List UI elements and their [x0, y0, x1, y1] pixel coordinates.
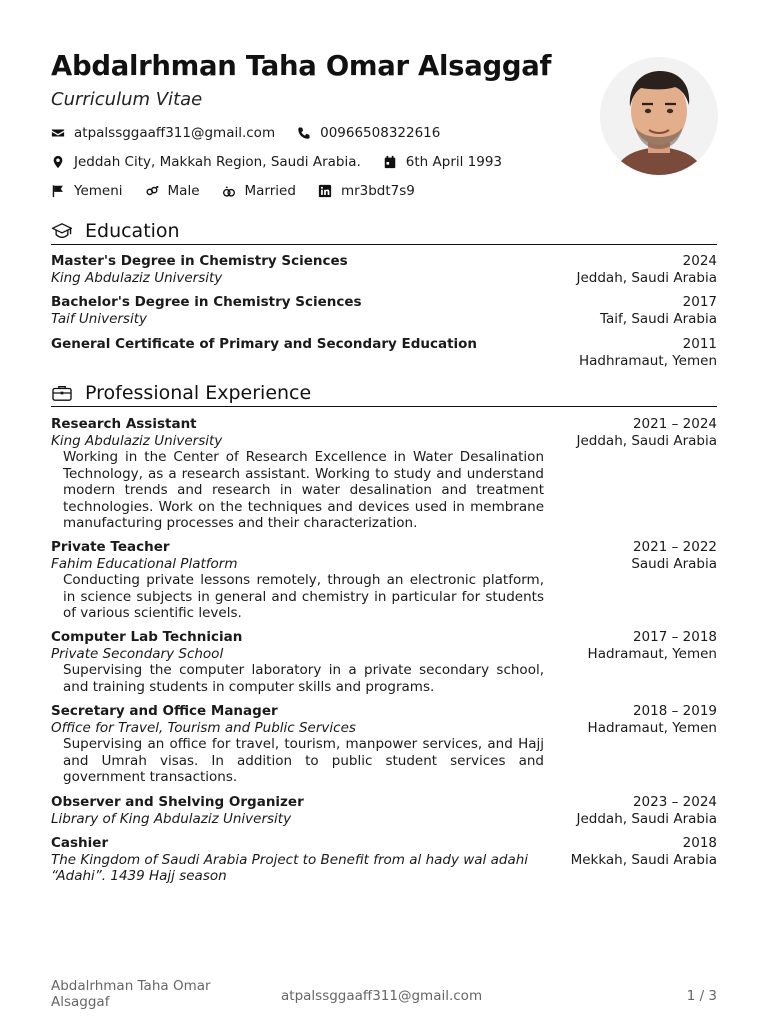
job-role: Observer and Shelving Organizer — [51, 794, 304, 810]
gender-text: Male — [167, 183, 200, 199]
job-location: Hadramaut, Yemen — [587, 719, 717, 736]
birthdate-text: 6th April 1993 — [405, 154, 503, 170]
degree-title: General Certificate of Primary and Secondary Education — [51, 336, 478, 352]
job-role: Cashier — [51, 835, 109, 851]
rings-icon — [222, 184, 236, 198]
contact-email[interactable] — [51, 125, 275, 141]
contact-row-1 — [51, 123, 462, 143]
degree-title: Bachelor's Degree in Chemistry Sciences — [51, 294, 362, 310]
job-org: Library of King Abdulaziz University — [51, 810, 292, 827]
job-description: Working in the Center of Research Excellence in Water Desalination Technology, as a research assistant. Working to study and understand modern trends and research in water desalination and treatment technologies. Work on the techniques and devices used in membrane manufacturing processes and their characterization. — [63, 449, 544, 531]
job-period: 2018 – 2019 — [632, 703, 717, 719]
job-description: Conducting private lessons remotely, through an electronic platform, in science subjects in general and chemistry in particular for students of various scientific levels. — [63, 572, 544, 621]
job-org: The Kingdom of Saudi Arabia Project to Benefit from al hady wal adahi “Adahi”. 1439 Hajj season — [51, 851, 529, 884]
document-subtitle: Curriculum Vitae — [51, 89, 203, 110]
contact-linkedin[interactable] — [318, 183, 415, 199]
experience-entry — [51, 794, 717, 827]
candidate-name: Abdalrhman Taha Omar Alsaggaf — [51, 50, 552, 82]
degree-year: 2011 — [682, 336, 717, 352]
contact-birthdate — [383, 154, 502, 170]
job-period: 2021 – 2024 — [632, 416, 717, 432]
job-location: Jeddah, Saudi Arabia — [576, 432, 717, 449]
map-pin-icon — [51, 155, 65, 169]
footer-name: Abdalrhman Taha Omar Alsaggaf — [51, 978, 211, 1010]
marital-text: Married — [244, 183, 296, 199]
nationality-text: Yemeni — [74, 183, 123, 199]
phone-icon — [297, 126, 311, 140]
linkedin-text: mr3bdt7s9 — [340, 183, 415, 199]
job-role: Research Assistant — [51, 416, 197, 432]
degree-year: 2024 — [682, 253, 717, 269]
cv-page — [51, 0, 717, 1024]
education-entry — [51, 294, 717, 327]
experience-entry — [51, 703, 717, 786]
calendar-icon — [383, 155, 397, 169]
footer-page-number: 1 / 3 — [686, 988, 717, 1004]
contact-phone[interactable] — [297, 125, 440, 141]
job-description: Supervising the computer laboratory in a private secondary school, and training students in computer skills and programs. — [63, 662, 544, 695]
job-location: Mekkah, Saudi Arabia — [570, 851, 717, 868]
job-location: Saudi Arabia — [631, 555, 717, 572]
job-org: King Abdulaziz University — [51, 432, 223, 449]
job-role: Secretary and Office Manager — [51, 703, 278, 719]
job-period: 2023 – 2024 — [632, 794, 717, 810]
envelope-icon — [51, 126, 65, 140]
job-description: Supervising an office for travel, tourism, manpower services, and Hajj and Umrah visas. In addition to public student services and government transactions. — [63, 736, 544, 785]
school-location: Taif, Saudi Arabia — [599, 310, 717, 327]
job-org: Fahim Educational Platform — [51, 555, 238, 572]
job-role: Computer Lab Technician — [51, 629, 243, 645]
experience-entry — [51, 539, 717, 622]
school-location: Hadhramaut, Yemen — [579, 352, 717, 369]
experience-entry — [51, 416, 717, 532]
contact-nationality — [51, 183, 123, 199]
degree-title: Master's Degree in Chemistry Sciences — [51, 253, 348, 269]
graduation-cap-icon — [51, 221, 75, 241]
linkedin-icon — [318, 184, 332, 198]
location-text: Jeddah City, Makkah Region, Saudi Arabia. — [74, 154, 361, 170]
job-period: 2021 – 2022 — [632, 539, 717, 555]
education-section-header — [51, 218, 717, 245]
education-title: Education — [85, 220, 180, 242]
contact-location — [51, 154, 361, 170]
experience-entry — [51, 835, 717, 885]
contact-row-2 — [51, 152, 524, 172]
job-org: Office for Travel, Tourism and Public Services — [51, 719, 356, 736]
school-location: Jeddah, Saudi Arabia — [576, 269, 717, 286]
flag-icon — [51, 184, 65, 198]
experience-entry — [51, 629, 717, 695]
job-location: Jeddah, Saudi Arabia — [576, 810, 717, 827]
job-location: Hadramaut, Yemen — [587, 645, 717, 662]
email-text: atpalssggaaff311@gmail.com — [74, 125, 276, 141]
experience-section-header — [51, 380, 717, 407]
gender-icon — [145, 184, 159, 198]
contact-row-3 — [51, 181, 437, 201]
job-role: Private Teacher — [51, 539, 170, 555]
contact-gender — [145, 183, 200, 199]
education-entry — [51, 336, 717, 369]
profile-photo — [600, 57, 718, 175]
education-entry — [51, 253, 717, 286]
job-period: 2017 – 2018 — [632, 629, 717, 645]
job-org: Private Secondary School — [51, 645, 224, 662]
phone-text: 00966508322616 — [320, 125, 441, 141]
experience-title: Professional Experience — [85, 382, 312, 404]
footer-email[interactable]: atpalssggaaff311@gmail.com — [281, 988, 483, 1004]
degree-year: 2017 — [682, 294, 717, 310]
briefcase-icon — [51, 383, 75, 403]
job-period: 2018 — [682, 835, 717, 851]
school-name: Taif University — [51, 310, 147, 327]
school-name: King Abdulaziz University — [51, 269, 223, 286]
contact-marital — [222, 183, 296, 199]
